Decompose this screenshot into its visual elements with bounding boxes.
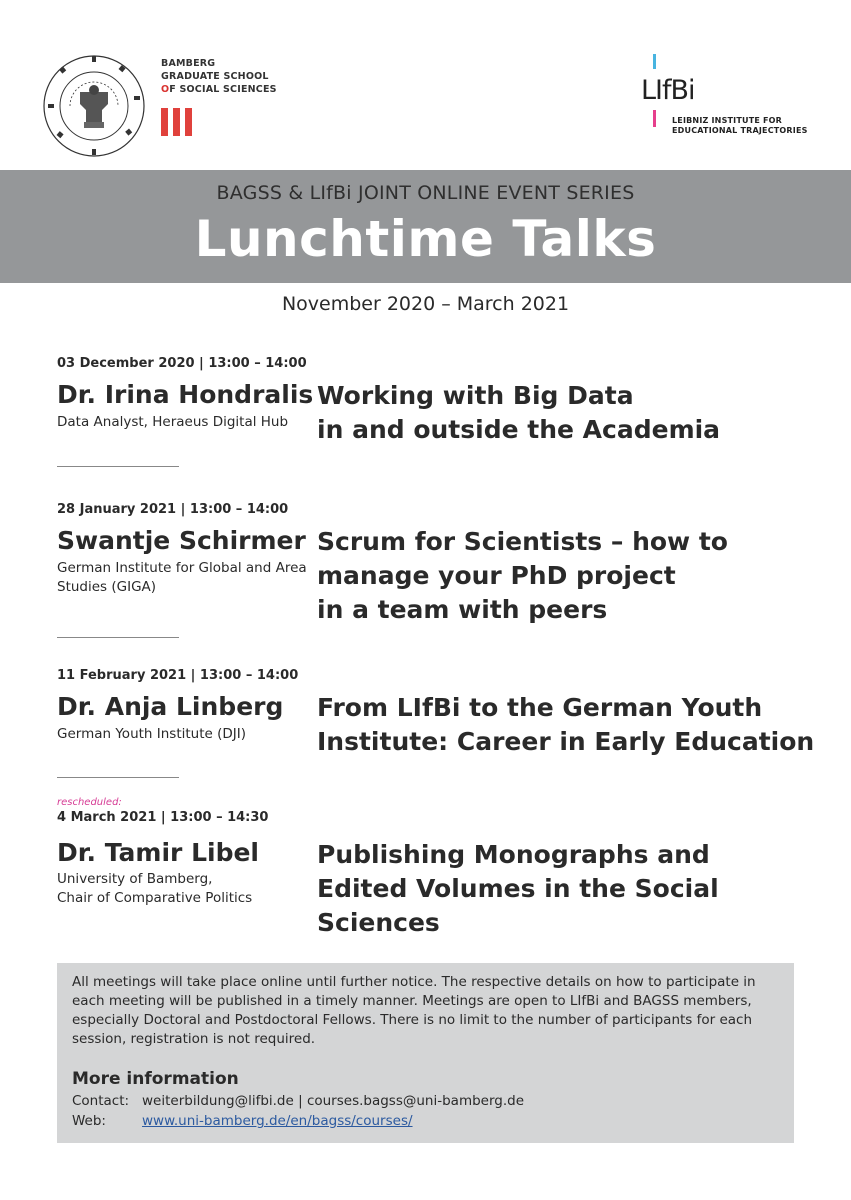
- event-title-line: Institute: Career in Early Education: [317, 727, 815, 756]
- bagss-line-3-rest: F SOCIAL SCIENCES: [169, 84, 277, 95]
- lifbi-subtitle-line-2: EDUCATIONAL TRAJECTORIES: [672, 126, 808, 135]
- event-2: [57, 502, 817, 624]
- divider: [57, 777, 179, 778]
- series-dates: November 2020 – March 2021: [281, 293, 570, 315]
- banner-title: Lunchtime Talks: [194, 210, 657, 268]
- info-text: All meetings will take place online until further notice. The respective details on how to participate in each meeting will be published in a timely manner. Meetings are open to LIfBi and BAGSS members, especially Doctoral and Postdoctoral Fellows. There is no limit to the number of participants for each session, registration is not required.: [72, 974, 756, 1047]
- event-speaker: Swantje Schirmer: [57, 526, 306, 555]
- bagss-bar: [173, 108, 180, 136]
- event-affiliation: German Youth Institute (DJI): [57, 726, 247, 742]
- event-title: [317, 525, 817, 627]
- event-affiliation-line: Chair of Comparative Politics: [57, 890, 253, 906]
- event-title: [317, 691, 817, 759]
- web-label: Web:: [72, 1113, 106, 1129]
- event-affiliation: Data Analyst, Heraeus Digital Hub: [57, 414, 289, 430]
- web-link[interactable]: www.uni-bamberg.de/en/bagss/courses/: [142, 1113, 413, 1129]
- event-date: 28 January 2021 | 13:00 – 14:00: [57, 502, 289, 517]
- event-title-line: From LIfBi to the German Youth: [317, 693, 763, 722]
- event-date: 11 February 2021 | 13:00 – 14:00: [57, 668, 299, 683]
- event-title-line: Edited Volumes in the Social Sciences: [317, 874, 719, 937]
- event-title: [317, 379, 817, 447]
- divider: [57, 466, 179, 467]
- university-seal-icon: [40, 52, 148, 160]
- event-speaker: Dr. Tamir Libel: [57, 838, 259, 867]
- more-info-heading: More information: [72, 1069, 239, 1089]
- bagss-bar: [161, 108, 168, 136]
- bagss-line-3-first: O: [161, 84, 170, 95]
- title-banner: [0, 170, 851, 283]
- event-affiliation-line: University of Bamberg,: [57, 871, 213, 887]
- event-speaker: Dr. Irina Hondralis: [57, 380, 314, 409]
- lifbi-subtitle-line-1: LEIBNIZ INSTITUTE FOR: [672, 116, 783, 125]
- lifbi-accent-bar-top: [653, 54, 656, 69]
- banner-subtitle: BAGSS & LIfBi JOINT ONLINE EVENT SERIES: [216, 182, 635, 204]
- event-title-line: Working with Big Data: [317, 381, 634, 410]
- event-date: 4 March 2021 | 13:00 – 14:30: [57, 810, 269, 825]
- event-title: [317, 838, 817, 940]
- event-affiliation: [57, 870, 307, 908]
- bagss-logo-text: [161, 57, 277, 96]
- event-title-line: manage your PhD project: [317, 561, 676, 590]
- bagss-line-2: GRADUATE SCHOOL: [161, 71, 269, 82]
- contact-label: Contact:: [72, 1093, 130, 1109]
- bagss-line-3: [161, 83, 277, 96]
- bagss-bar: [185, 108, 192, 136]
- event-4: [57, 797, 817, 937]
- lifbi-subtitle: [672, 116, 808, 136]
- event-3: [57, 668, 817, 756]
- event-title-line: Publishing Monographs and: [317, 840, 710, 869]
- web-row: [72, 1113, 413, 1129]
- event-title-line: in a team with peers: [317, 595, 608, 624]
- rescheduled-note: rescheduled:: [57, 797, 122, 808]
- contact-value: weiterbildung@lifbi.de | courses.bagss@uni-bamberg.de: [142, 1093, 525, 1109]
- lifbi-accent-bar-bottom: [653, 110, 656, 127]
- bagss-bars-icon: [161, 108, 197, 140]
- lifbi-wordmark: LIfBi: [641, 75, 695, 106]
- info-box: [57, 963, 794, 1143]
- event-title-line: in and outside the Academia: [317, 415, 721, 444]
- divider: [57, 637, 179, 638]
- event-title-line: Scrum for Scientists – how to: [317, 527, 728, 556]
- bagss-line-1: BAMBERG: [161, 58, 216, 69]
- contact-row: [72, 1093, 524, 1109]
- event-date: 03 December 2020 | 13:00 – 14:00: [57, 356, 307, 371]
- event-1: [57, 356, 817, 444]
- event-affiliation: German Institute for Global and Area Studies (GIGA): [57, 560, 307, 595]
- event-speaker: Dr. Anja Linberg: [57, 692, 284, 721]
